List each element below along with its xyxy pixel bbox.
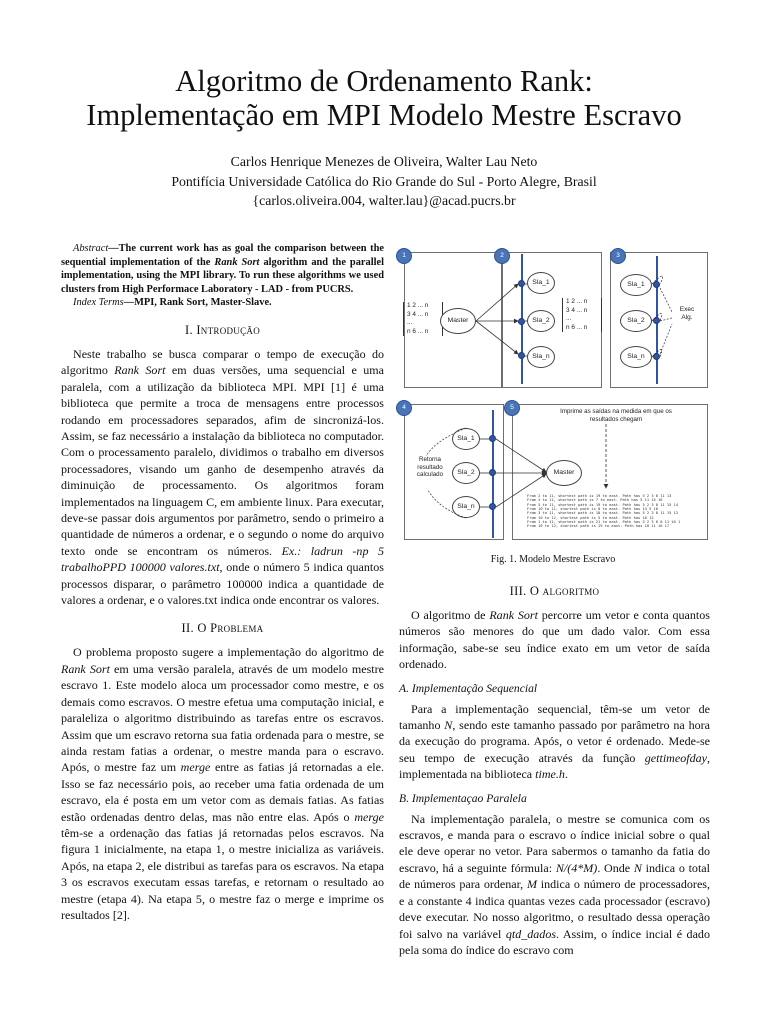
slave-node-4-n: Sla_n bbox=[452, 496, 480, 518]
section-number: I. bbox=[185, 322, 193, 337]
text-span: indica o total de números para ordenar, bbox=[399, 860, 710, 892]
master-node-1: Master bbox=[440, 308, 476, 334]
text-span: , implementada na biblioteca bbox=[399, 750, 710, 782]
paragraph-problema bbox=[61, 644, 384, 923]
print-results-label: Imprime as saídas na medida em que os resultados chegam bbox=[560, 408, 672, 423]
section-title: Introdução bbox=[196, 322, 260, 337]
slave-node-3-1: Sla_1 bbox=[620, 274, 652, 296]
text-span: têm-se a ordenação das fatias já retornadas pelos escravos. Na figura 1 inicialmente, na etapa 1, o mestre inicializa as variáveis. Após, na etapa 2, ele distribui as tarefas para os escravos. Na etapa 3 os escravos executam essas tarefas, e retornam o resultado ao mestre (etapa 4). Na etapa 5, o mestre faz o merge e imprime os resultados [2]. bbox=[61, 825, 384, 922]
text-emphasis: M bbox=[526, 877, 537, 892]
section-heading-problema bbox=[61, 621, 384, 636]
title-line-2: Implementação em MPI Modelo Mestre Escravo bbox=[86, 98, 682, 132]
step-badge-2: 2 bbox=[494, 248, 510, 264]
exec-alg-label: Exec Alg. bbox=[679, 306, 695, 321]
step-badge-1: 1 bbox=[396, 248, 412, 264]
output-line: From 1 to 11, shortest path is 21 to east. Path has 5 2 3 8 8 11 16 1 bbox=[527, 519, 681, 524]
output-line: From 3 to 11, shortest path is 18 to east. Path has 5 2 3 8 11 15 13 bbox=[527, 511, 678, 516]
abstract-text-1: The current work has as goal the comparison between the sequential implementation of the bbox=[61, 243, 384, 268]
abstract bbox=[61, 242, 384, 310]
paragraph-algoritmo bbox=[399, 607, 710, 673]
text-emphasis: N bbox=[633, 860, 642, 875]
output-line: From 5 to 11, shortest path is 19 to east. Path has 5 2 3 8 11 15 14 bbox=[527, 502, 678, 507]
text-span: Para a implementação sequencial, têm-se um vetor de tamanho bbox=[399, 701, 710, 733]
matrix-row: ... bbox=[407, 319, 413, 326]
text-emphasis: Rank Sort bbox=[61, 661, 110, 676]
matrix-row: 3 4 ... n bbox=[566, 306, 588, 314]
abstract-rank-sort: Rank Sort bbox=[214, 256, 260, 268]
command-example: Ex.: ladrun -np 5 trabalhoPPD 100000 valores.txt bbox=[61, 543, 384, 575]
step-badge-5: 5 bbox=[504, 400, 520, 416]
index-terms-lead: Index Terms bbox=[73, 297, 124, 309]
abstract-lead: Abstract bbox=[73, 243, 109, 254]
text-span: . Onde bbox=[597, 860, 634, 875]
text-span: , onde o número 5 indica quantos processos disparar, o parâmetro 100000 indica a quantidade de valores a ordenar, e o valores.txt indica onde encontrar os valores. bbox=[61, 560, 384, 608]
slave-node-4-1: Sla_1 bbox=[452, 428, 480, 450]
index-terms-text: —MPI, Rank Sort, Master-Slave. bbox=[123, 297, 272, 309]
output-line: From 10 to 12, shortest path is 19 to east. Path has 10 11 16 17 bbox=[527, 524, 670, 529]
step-badge-3: 3 bbox=[610, 248, 626, 264]
formula: N/(4*M) bbox=[555, 860, 598, 875]
output-line: From 4 to 11, shortest path is 7 to east. Path has 5 11 15 16 bbox=[527, 498, 663, 503]
author-block bbox=[0, 152, 768, 211]
variable-name: qtd_dados bbox=[505, 926, 557, 941]
library-name: time.h bbox=[535, 767, 565, 782]
text-span: percorre um vetor e conta quantos números são menores do que um dado valor. Com essa informação, sabe-se seu índice exato em um vetor de saída ordenado. bbox=[399, 608, 710, 672]
text-span: O algoritmo de bbox=[411, 608, 490, 622]
text-emphasis: Rank Sort bbox=[114, 363, 166, 378]
master-node-5: Master bbox=[546, 460, 582, 486]
text-span: . Assim, o índice incial é dado pela soma do índice do escravo com bbox=[399, 926, 710, 957]
text-emphasis: merge bbox=[354, 809, 384, 824]
slave-node-4-2: Sla_2 bbox=[452, 462, 480, 484]
slave-node-2-1: Sla_1 bbox=[527, 272, 555, 294]
section-title: O algoritmo bbox=[529, 584, 600, 598]
text-span: O problema proposto sugere a implementação do algoritmo de bbox=[73, 645, 384, 660]
matrix-row: 1 2 ... n bbox=[407, 302, 429, 309]
paper-title bbox=[0, 64, 768, 132]
section-number: III. bbox=[509, 584, 527, 598]
title-line-1: Algoritmo de Ordenamento Rank: bbox=[175, 64, 593, 98]
matrix-row: n 6 ... n bbox=[407, 327, 429, 335]
section-heading-algoritmo bbox=[399, 584, 710, 599]
text-span: . bbox=[564, 767, 568, 782]
text-span: Na implementação paralela, o mestre se comunica com os escravos, e manda para o escravo o índice inicial sobre o qual ele deve operar no vetor. Para sabermos o tamanho da fatia do escravo, há a seguinte fórmula: bbox=[399, 811, 710, 875]
text-span: em duas versões, uma sequencial e uma paralela, com a utilização da biblioteca MPI. MPI [1] é uma biblioteca que permite a troca de mensagens entre processos rodando em processadores separados, afim de sincronizá-los. Assim, se faz necessário a instalação da biblioteca no computador. Com o processamento paralelo, dividimos o trabalho em diversos processadores, visando um ganho de desempenho através da diminuição de processamento. Os algoritmos foram implementados na linguagem C, em ambiente linux. Para executar, deve-se passar dois argumentos por parâmetro, sendo o primeiro a quantidade de números a ordenar, e o segundo o nome do arquivo texto onde se encontram os números. bbox=[61, 363, 384, 558]
figure-master-slave bbox=[396, 244, 710, 544]
text-span: em uma versão paralela, através de um modelo mestre escravo 1. Este modelo aloca um processador como mestre, e os demais como escravos. O mestre efetua uma computação inicial, e paraleliza o algoritmo distribuindo as tarefas entre os escravos. Assim que um escravo retorna sua fatia ordenada para o mestre, se ainda restam fatias a ordenar, o mestre manda para o escravo. Após, o mestre faz um bbox=[61, 661, 384, 775]
subsection-heading-sequencial: A. Implementação Sequencial bbox=[399, 681, 538, 695]
paragraph-introducao bbox=[61, 346, 384, 609]
slave-node-3-n: Sla_n bbox=[620, 346, 652, 368]
step-badge-4: 4 bbox=[396, 400, 412, 416]
text-span: entre as fatias já retornadas a ele. Isso se faz necessário pois, ao receber uma fatia ordenada de um escravo, ela é posta em um vetor com as demais fatias. As fatias estão ordenadas dentro delas, mas não entre elas. Após o bbox=[61, 760, 384, 824]
figure-connectors bbox=[396, 244, 710, 544]
matrix-row: 1 2 ... n bbox=[566, 298, 588, 305]
output-line: From 2 to 11, shortest path is 19 to east. Path has 5 2 3 8 11 13 bbox=[527, 494, 672, 498]
figure-caption: Fig. 1. Modelo Mestre Escravo bbox=[490, 554, 616, 565]
section-title: O Problema bbox=[197, 621, 264, 636]
section-number: II. bbox=[181, 621, 194, 636]
slave-node-2-n: Sla_n bbox=[527, 346, 555, 368]
function-name: gettimeofday bbox=[644, 750, 707, 765]
section-heading-introducao bbox=[61, 323, 384, 338]
matrix-row: ... bbox=[566, 315, 572, 322]
subsection-heading-paralela: B. Implementaçao Paralela bbox=[399, 791, 527, 805]
right-column bbox=[399, 584, 710, 958]
text-span: Neste trabalho se busca comparar o tempo de execução do algoritmo bbox=[61, 346, 384, 378]
abstract-text-2: algorithm and the parallel implementation, using the MPI library. To run these algorithms we used clusters from High Performace Laboratory - LAD - from PUCRS. bbox=[61, 256, 384, 295]
text-emphasis: Rank Sort bbox=[489, 608, 538, 622]
matrix-row: n 6 ... n bbox=[566, 323, 588, 331]
author-names: Carlos Henrique Menezes de Oliveira, Walter Lau Neto bbox=[230, 154, 538, 169]
paragraph-sequencial bbox=[399, 701, 710, 783]
author-affiliation: Pontifícia Universidade Católica do Rio Grande do Sul - Porto Alegre, Brasil bbox=[171, 173, 597, 189]
left-column bbox=[61, 242, 384, 923]
text-span: indica o número de processadores, e a constante 4 indica quantas vezes cada processador (escravo) deve executar. No nosso algoritmo, o resultado dessa operação foi salvo na variável bbox=[399, 877, 710, 941]
return-result-label: Retorna resultado calculado bbox=[416, 456, 444, 479]
output-line: From 10 to 11, shortest path is 8 to east. Path has 14 5 16 bbox=[527, 506, 658, 511]
text-emphasis: N bbox=[444, 718, 453, 733]
abstract-dash: — bbox=[108, 243, 119, 254]
paragraph-paralela bbox=[399, 811, 710, 959]
text-span: , sendo este tamanho passado por parâmetro na hora da execução do programa. Após, o vetor é ordenado. Mede-se seu tempo de execução através da função bbox=[399, 718, 710, 765]
text-emphasis: merge bbox=[180, 760, 211, 775]
author-emails: {carlos.oliveira.004, walter.lau}@acad.pucrs.br bbox=[252, 193, 516, 208]
matrix-row: 3 4 ... n bbox=[407, 310, 429, 318]
output-line: From 10 to 12, shortest path is 5 to east. Path has 10 12 bbox=[527, 515, 654, 520]
slave-node-3-2: Sla_2 bbox=[620, 310, 652, 332]
slave-node-2-2: Sla_2 bbox=[527, 310, 555, 332]
